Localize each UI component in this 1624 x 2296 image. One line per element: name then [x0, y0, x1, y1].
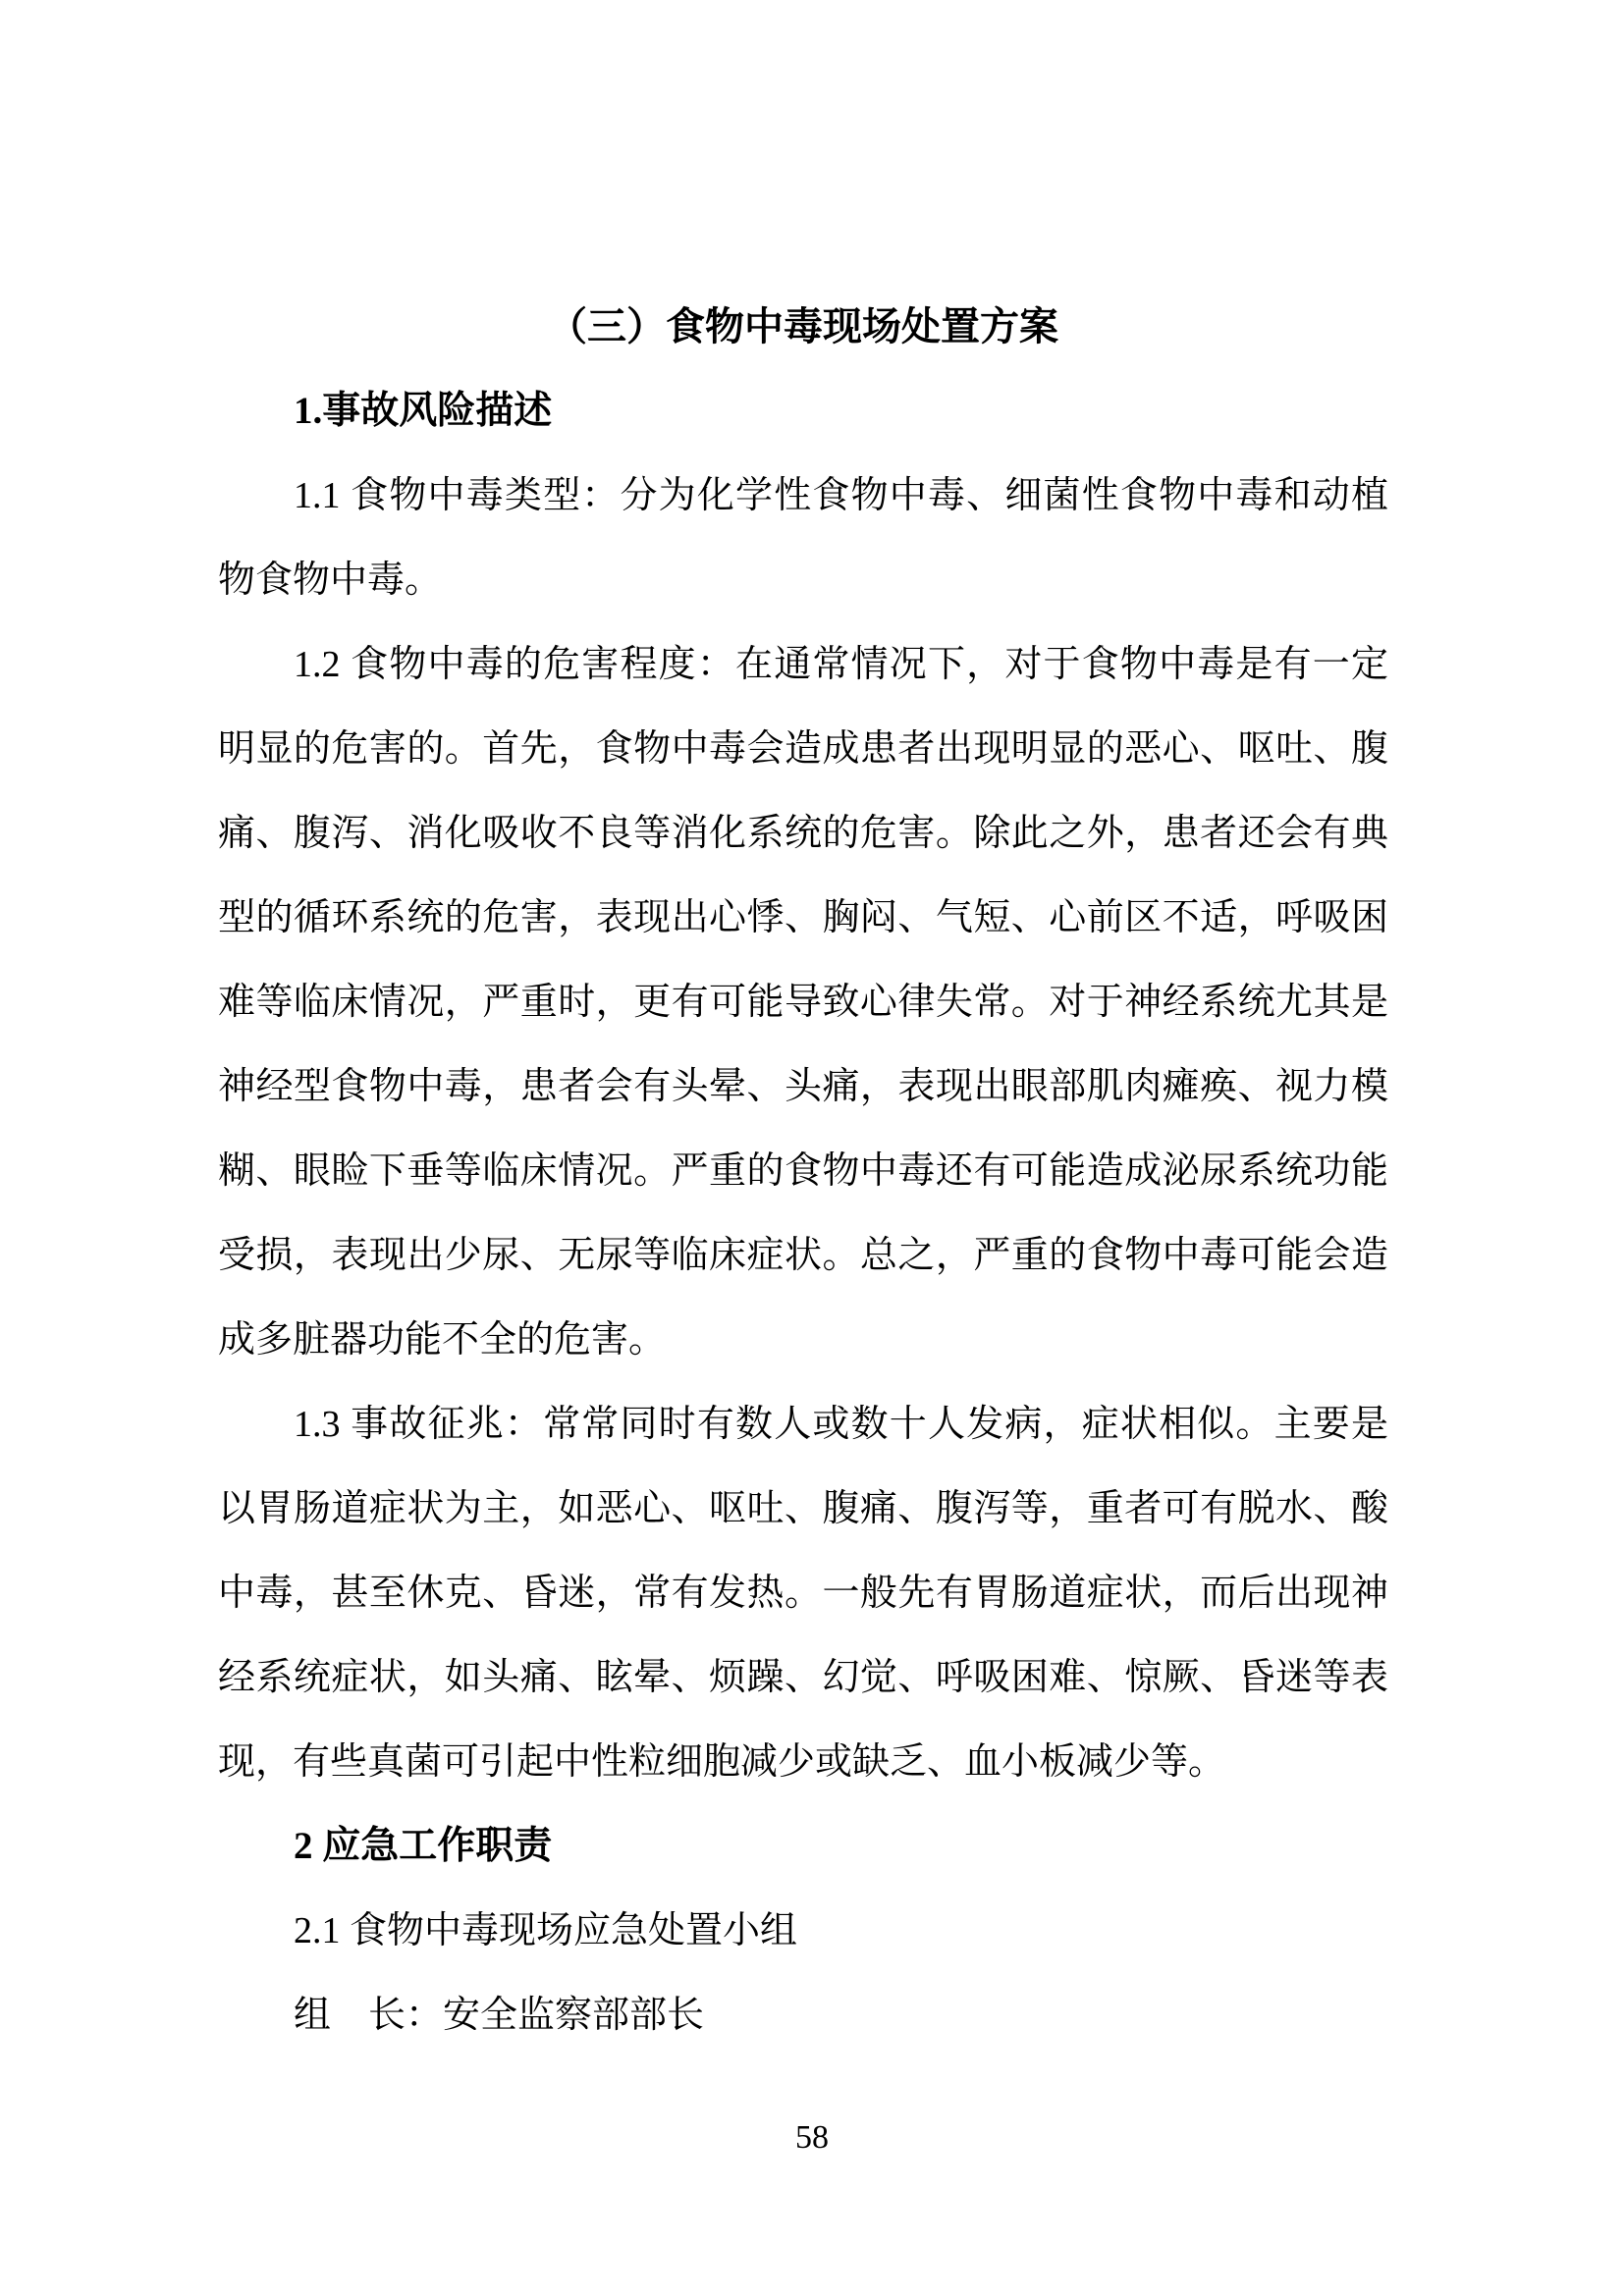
paragraph-1-1-poisoning-types: 1.1 食物中毒类型：分为化学性食物中毒、细菌性食物中毒和动植物食物中毒。: [218, 475, 1388, 601]
document-content: [218, 0, 1388, 2057]
page-title: （三）食物中毒现场处置方案: [548, 304, 1058, 348]
heading-emergency-duties: 2 应急工作职责: [294, 1825, 553, 1867]
page-number: 58: [795, 2119, 829, 2156]
paragraph-1-3-accident-signs: 1.3 事故征兆：常常同时有数人或数十人发病，症状相似。主要是以胃肠道症状为主，如恶心、呕吐、腹痛、腹泻等，重者可有脱水、酸中毒，甚至休克、昏迷，常有发热。一般先有胃肠道症状，而后出现神经系统症状，如头痛、眩晕、烦躁、幻觉、呼吸困难、惊厥、昏迷等表现，有些真菌可引起中性粒细胞减少或缺乏、血小板减少等。: [218, 1404, 1388, 1783]
paragraph-2-1-response-team: 2.1 食物中毒现场应急处置小组: [294, 1910, 798, 1951]
heading-accident-risk-description: 1.事故风险描述: [294, 390, 553, 432]
paragraph-team-leader: 组 长：安全监察部部长: [294, 1995, 705, 2036]
paragraph-1-2-harm-degree: 1.2 食物中毒的危害程度：在通常情况下，对于食物中毒是有一定明显的危害的。首先，食物中毒会造成患者出现明显的恶心、呕吐、腹痛、腹泻、消化吸收不良等消化系统的危害。除此之外，患者还会有典型的循环系统的危害，表现出心悸、胸闷、气短、心前区不适，呼吸困难等临床情况，严重时，更有可能导致心律失常。对于神经系统尤其是神经型食物中毒，患者会有头晕、头痛，表现出眼部肌肉瘫痪、视力模糊、眼睑下垂等临床情况。严重的食物中毒还有可能造成泌尿系统功能受损，表现出少尿、无尿等临床症状。总之，严重的食物中毒可能会造成多脏器功能不全的危害。: [218, 644, 1388, 1361]
